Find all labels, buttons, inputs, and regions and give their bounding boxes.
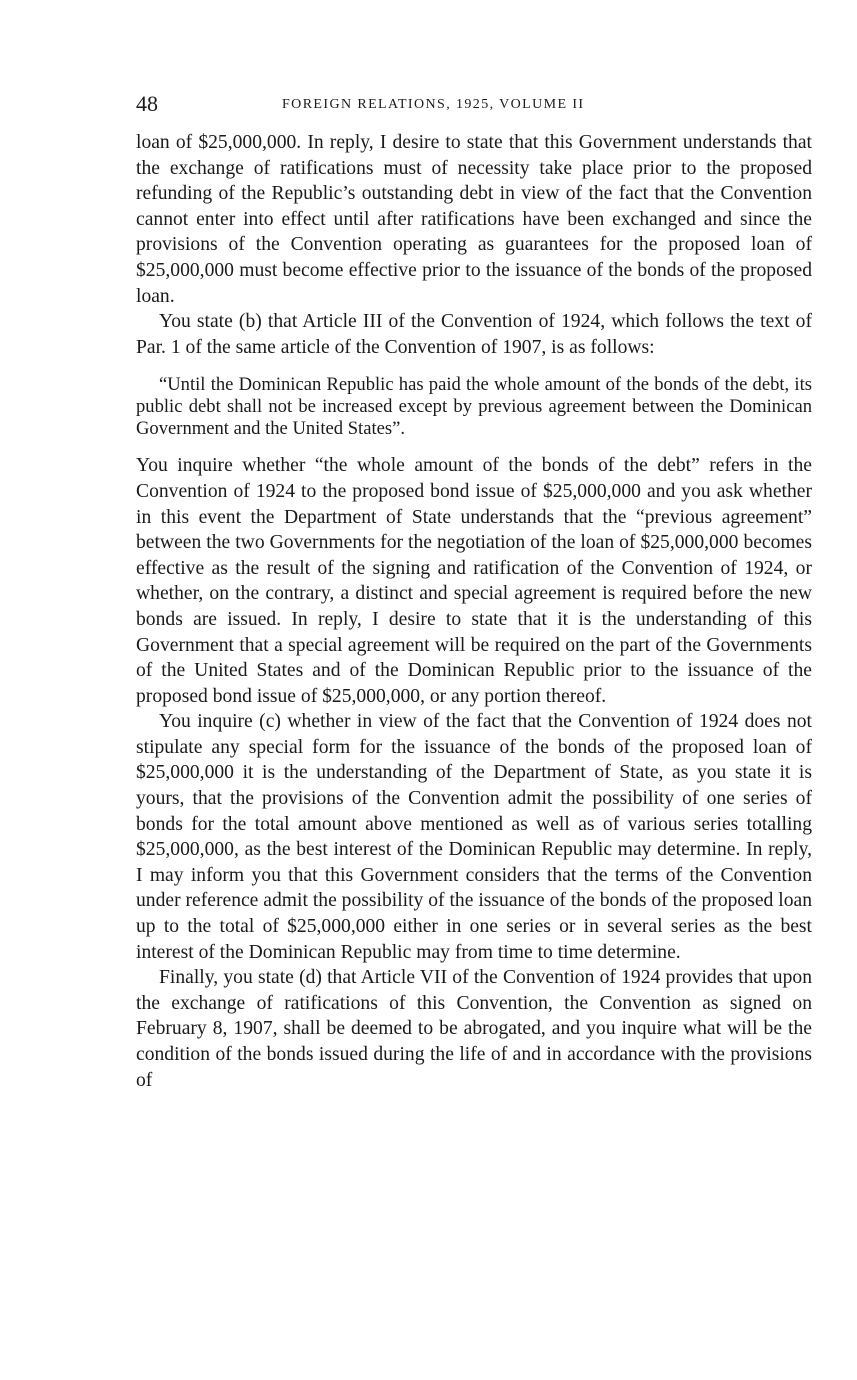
paragraph-series: You inquire (c) whether in view of the fact that the Convention of 1924 does not stipulate any special form for the issuance of the bonds of the proposed loan of $25,000,000 it is the understanding of the Department of State, as you state it is yours, that the provisions of the Convention admit the possibility of one series of bonds for the total amount above mentioned as well as of various series totalling $25,000,000, as the best interest of the Dominican Republic may determine. In reply, I may inform you that this Government considers that the terms of the Convention under reference admit the possibility of the issuance of the bonds of the proposed loan up to the total of $25,000,000 either in one series or in several series as the best interest of the Dominican Republic may from time to time determine. xyxy=(136,711,812,963)
paragraph-inquiry: You inquire whether “the whole amount of the bonds of the debt” refers in the Convention of 1924 to the proposed bond issue of $25,000,000 and you ask whether in this event the Department of State understands that the “previous agreement” between the two Governments for the negotiation of the loan of $25,000,000 becomes effective as the result of the signing and ratification of the Convention of 1924, or whether, on the contrary, a distinct and special agreement is required before the new bonds are issued. In reply, I desire to state that it is the understanding of this Government that a special agreement will be required on the part of the Governments of the United States and of the Dominican Republic prior to the issuance of the proposed bond issue of $25,000,000, or any portion thereof. xyxy=(136,455,812,707)
page-header xyxy=(136,92,812,122)
paragraph-article-vii: Finally, you state (d) that Article VII of the Convention of 1924 provides that upon the exchange of ratifications of this Convention, the Convention as signed on February 8, 1907, shall be deemed to be abrogated, and you inquire what will be the condition of the bonds issued during the life of and in accordance with the provisions of xyxy=(136,967,812,1091)
paragraph-continuation: loan of $25,000,000. In reply, I desire to state that this Government understands that the exchange of ratifications must of necessity take place prior to the proposed refunding of the Republic’s outstanding debt in view of the fact that the Convention cannot enter into effect until after ratifications have been exchanged and since the provisions of the Convention operating as guarantees for the proposed loan of $25,000,000 must become effective prior to the issuance of the bonds of the proposed loan. xyxy=(136,132,812,307)
block-quote: “Until the Dominican Republic has paid the whole amount of the bonds of the debt, its public debt shall not be increased except by previous agreement between the Dominican Government and the United States”. xyxy=(136,374,812,440)
running-head: FOREIGN RELATIONS, 1925, VOLUME II xyxy=(282,97,585,112)
document-page xyxy=(136,92,812,1093)
body-text xyxy=(136,130,812,1093)
page-number: 48 xyxy=(136,91,158,116)
paragraph-article-iii: You state (b) that Article III of the Convention of 1924, which follows the text of Par. 1 of the same article of the Convention of 1907, is as follows: xyxy=(136,311,812,358)
